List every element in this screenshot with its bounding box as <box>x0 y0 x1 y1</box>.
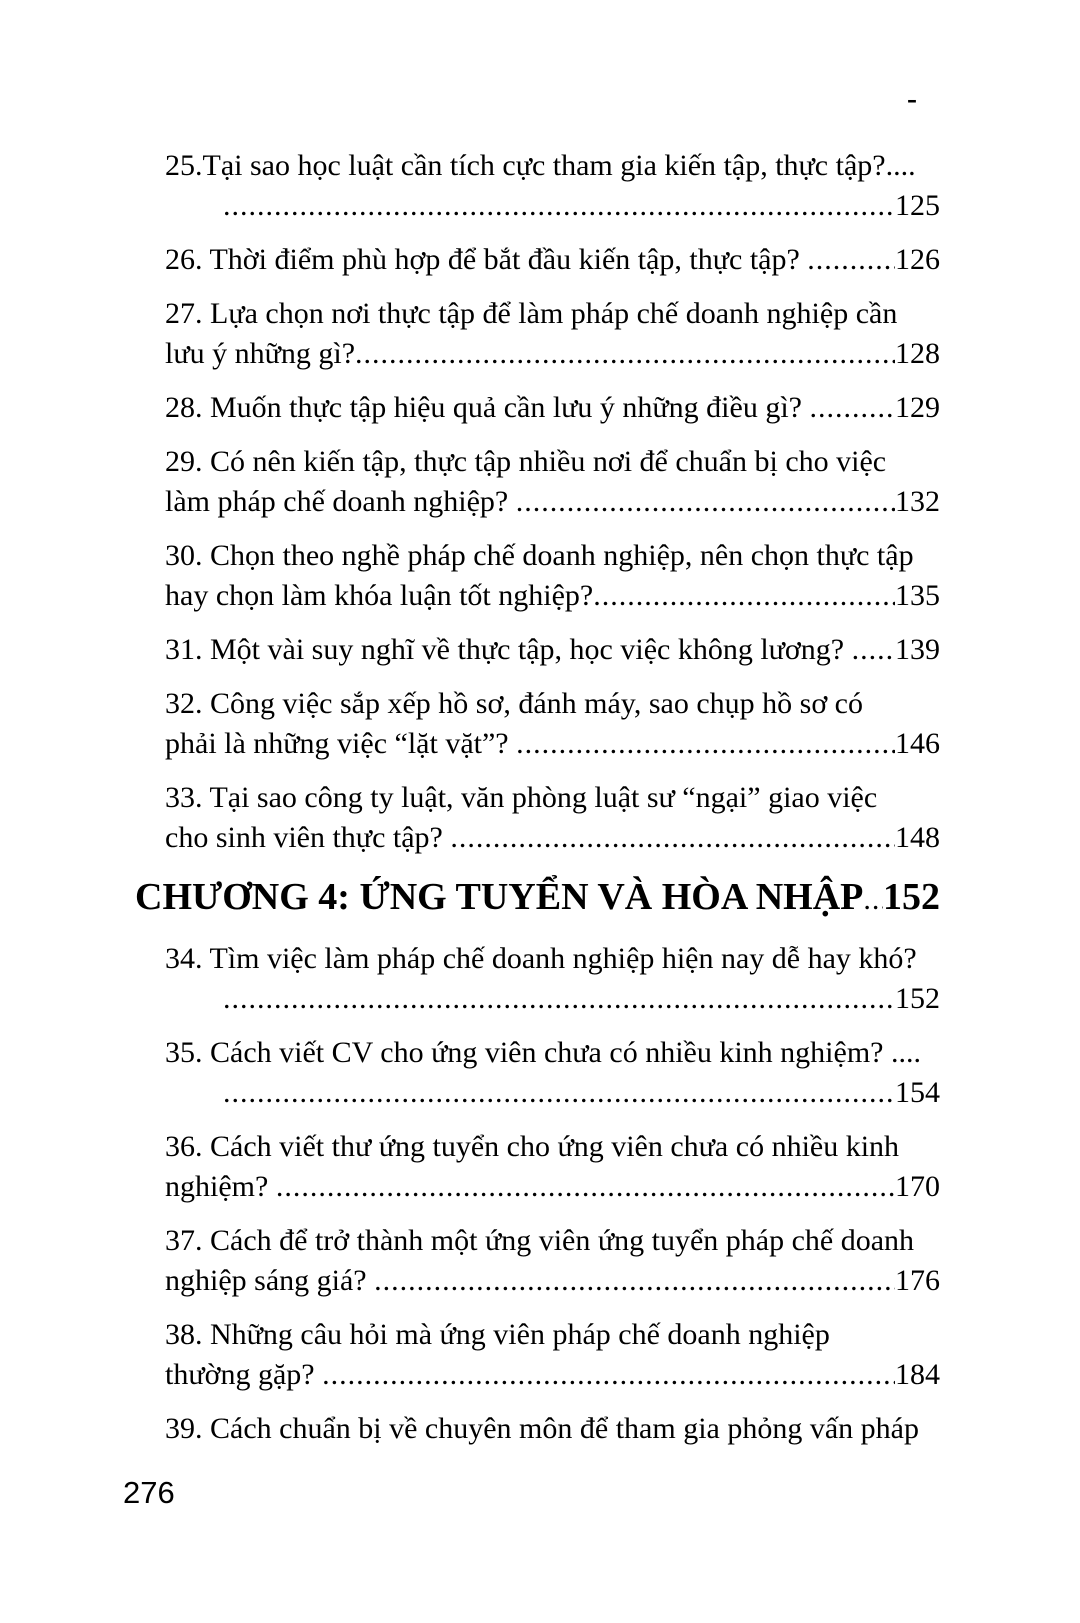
page-ref: 152 <box>895 982 940 1015</box>
toc-entry <box>135 630 940 670</box>
toc-entry-text: làm pháp chế doanh nghiệp? <box>165 485 516 518</box>
toc-line <box>165 388 940 428</box>
dot-leader <box>810 388 896 428</box>
toc-entry <box>135 388 940 428</box>
toc-entry-text: 36. Cách viết thư ứng tuyển cho ứng viên chưa có nhiều kinh <box>165 1130 900 1163</box>
dot-leader <box>355 334 895 374</box>
toc-line <box>223 186 940 226</box>
toc-line <box>165 146 940 186</box>
page-ref: 146 <box>895 727 940 760</box>
chapter-heading-text: CHƯƠNG 4: ỨNG TUYỂN VÀ HÒA NHẬP <box>135 876 864 918</box>
dot-leader <box>374 1261 895 1301</box>
dot-leader <box>593 576 895 616</box>
toc-entry-text: 28. Muốn thực tập hiệu quả cần lưu ý những điều gì? <box>165 391 810 424</box>
toc-entry-text: lưu ý những gì? <box>165 337 356 370</box>
dot-leader <box>223 1073 895 1113</box>
toc-entry-text: nghiệm? <box>165 1170 276 1203</box>
toc-entry <box>135 1315 940 1395</box>
toc-line <box>165 684 940 724</box>
toc-entry <box>135 1127 940 1207</box>
toc-entry-text: 33. Tại sao công ty luật, văn phòng luật sư “ngại” giao việc <box>165 781 878 814</box>
toc-line <box>223 979 940 1019</box>
toc-line <box>165 442 940 482</box>
dot-leader <box>516 482 895 522</box>
toc-entry-text: 37. Cách để trở thành một ứng viên ứng tuyển pháp chế doanh <box>165 1224 915 1257</box>
page-ref: 170 <box>895 1170 940 1203</box>
dot-leader <box>450 818 895 858</box>
toc-entry-text: 25.Tại sao học luật cần tích cực tham gia kiến tập, thực tập?.... <box>165 149 916 182</box>
dot-leader <box>852 630 895 670</box>
toc-line <box>165 818 940 858</box>
toc-entry <box>135 294 940 374</box>
toc-line <box>165 482 940 522</box>
toc-entry <box>135 684 940 764</box>
toc-entry-text: 39. Cách chuẩn bị về chuyên môn để tham gia phỏng vấn pháp <box>165 1412 919 1445</box>
toc-entry-text: 27. Lựa chọn nơi thực tập để làm pháp chế doanh nghiệp cần <box>165 297 898 330</box>
toc-line <box>223 1073 940 1113</box>
chapter-heading-row <box>135 872 940 925</box>
header-dash: - <box>907 82 917 115</box>
toc-line <box>165 1167 940 1207</box>
page-ref: 132 <box>895 485 940 518</box>
dot-leader <box>223 186 895 226</box>
page-ref: 176 <box>895 1264 940 1297</box>
dot-leader <box>516 724 895 764</box>
toc-entry <box>135 778 940 858</box>
page-ref: 184 <box>895 1358 940 1391</box>
toc-line <box>165 576 940 616</box>
toc-entry <box>135 442 940 522</box>
toc-entry-text: phải là những việc “lặt vặt”? <box>165 727 517 760</box>
dot-leader <box>807 240 895 280</box>
toc-line <box>165 294 940 334</box>
toc-entry-text: 32. Công việc sắp xếp hồ sơ, đánh máy, sao chụp hồ sơ có <box>165 687 863 720</box>
toc-line <box>165 630 940 670</box>
toc-entry <box>135 240 940 280</box>
toc-entry <box>135 536 940 616</box>
page-ref: 129 <box>895 391 940 424</box>
toc-entry <box>135 1221 940 1301</box>
page-ref: 148 <box>895 821 940 854</box>
page-ref: 126 <box>895 243 940 276</box>
toc-line <box>165 536 940 576</box>
dot-leader <box>863 875 883 925</box>
toc-entry <box>135 939 940 1019</box>
toc-entry-text: 29. Có nên kiến tập, thực tập nhiều nơi để chuẩn bị cho việc <box>165 445 887 478</box>
toc-entry <box>135 1409 940 1449</box>
toc-entry <box>135 146 940 226</box>
toc-entry-text: thường gặp? <box>165 1358 323 1391</box>
page-number: 276 <box>123 1475 175 1510</box>
toc-line <box>165 1261 940 1301</box>
toc-entry-text: 35. Cách viết CV cho ứng viên chưa có nhiều kinh nghiệm? .... <box>165 1036 921 1069</box>
page-ref: 154 <box>895 1076 940 1109</box>
toc-entry-text: 26. Thời điểm phù hợp để bắt đầu kiến tập, thực tập? <box>165 243 808 276</box>
toc-entry <box>135 1033 940 1113</box>
toc-entry-text: 38. Những câu hỏi mà ứng viên pháp chế doanh nghiệp <box>165 1318 830 1351</box>
toc-line <box>135 872 940 925</box>
page-ref: 128 <box>895 337 940 370</box>
toc-line <box>165 1409 940 1449</box>
dot-leader <box>322 1355 895 1395</box>
toc-entry-text: nghiệp sáng giá? <box>165 1264 375 1297</box>
toc-entry-text: 31. Một vài suy nghĩ về thực tập, học việc không lương? <box>165 633 852 666</box>
toc-entry-text: 34. Tìm việc làm pháp chế doanh nghiệp hiện nay dễ hay khó? <box>165 942 917 975</box>
toc-entry-text: hay chọn làm khóa luận tốt nghiệp? <box>165 579 594 612</box>
page-ref: 135 <box>895 579 940 612</box>
toc-line <box>165 240 940 280</box>
toc-line <box>165 1355 940 1395</box>
toc-entry-text: 30. Chọn theo nghề pháp chế doanh nghiệp, nên chọn thực tập <box>165 539 914 572</box>
toc-line <box>165 1033 940 1073</box>
toc-line <box>165 1221 940 1261</box>
page-ref: 125 <box>895 189 940 222</box>
toc-line <box>165 1127 940 1167</box>
page-ref: 139 <box>895 633 940 666</box>
toc-line <box>165 939 940 979</box>
dot-leader <box>223 979 895 1019</box>
toc-line <box>165 1315 940 1355</box>
toc-line <box>165 778 940 818</box>
page-ref: 152 <box>883 876 940 918</box>
toc-line <box>165 334 940 374</box>
toc-line <box>165 724 940 764</box>
table-of-contents <box>135 146 940 1463</box>
toc-entry-text: cho sinh viên thực tập? <box>165 821 451 854</box>
dot-leader <box>276 1167 895 1207</box>
